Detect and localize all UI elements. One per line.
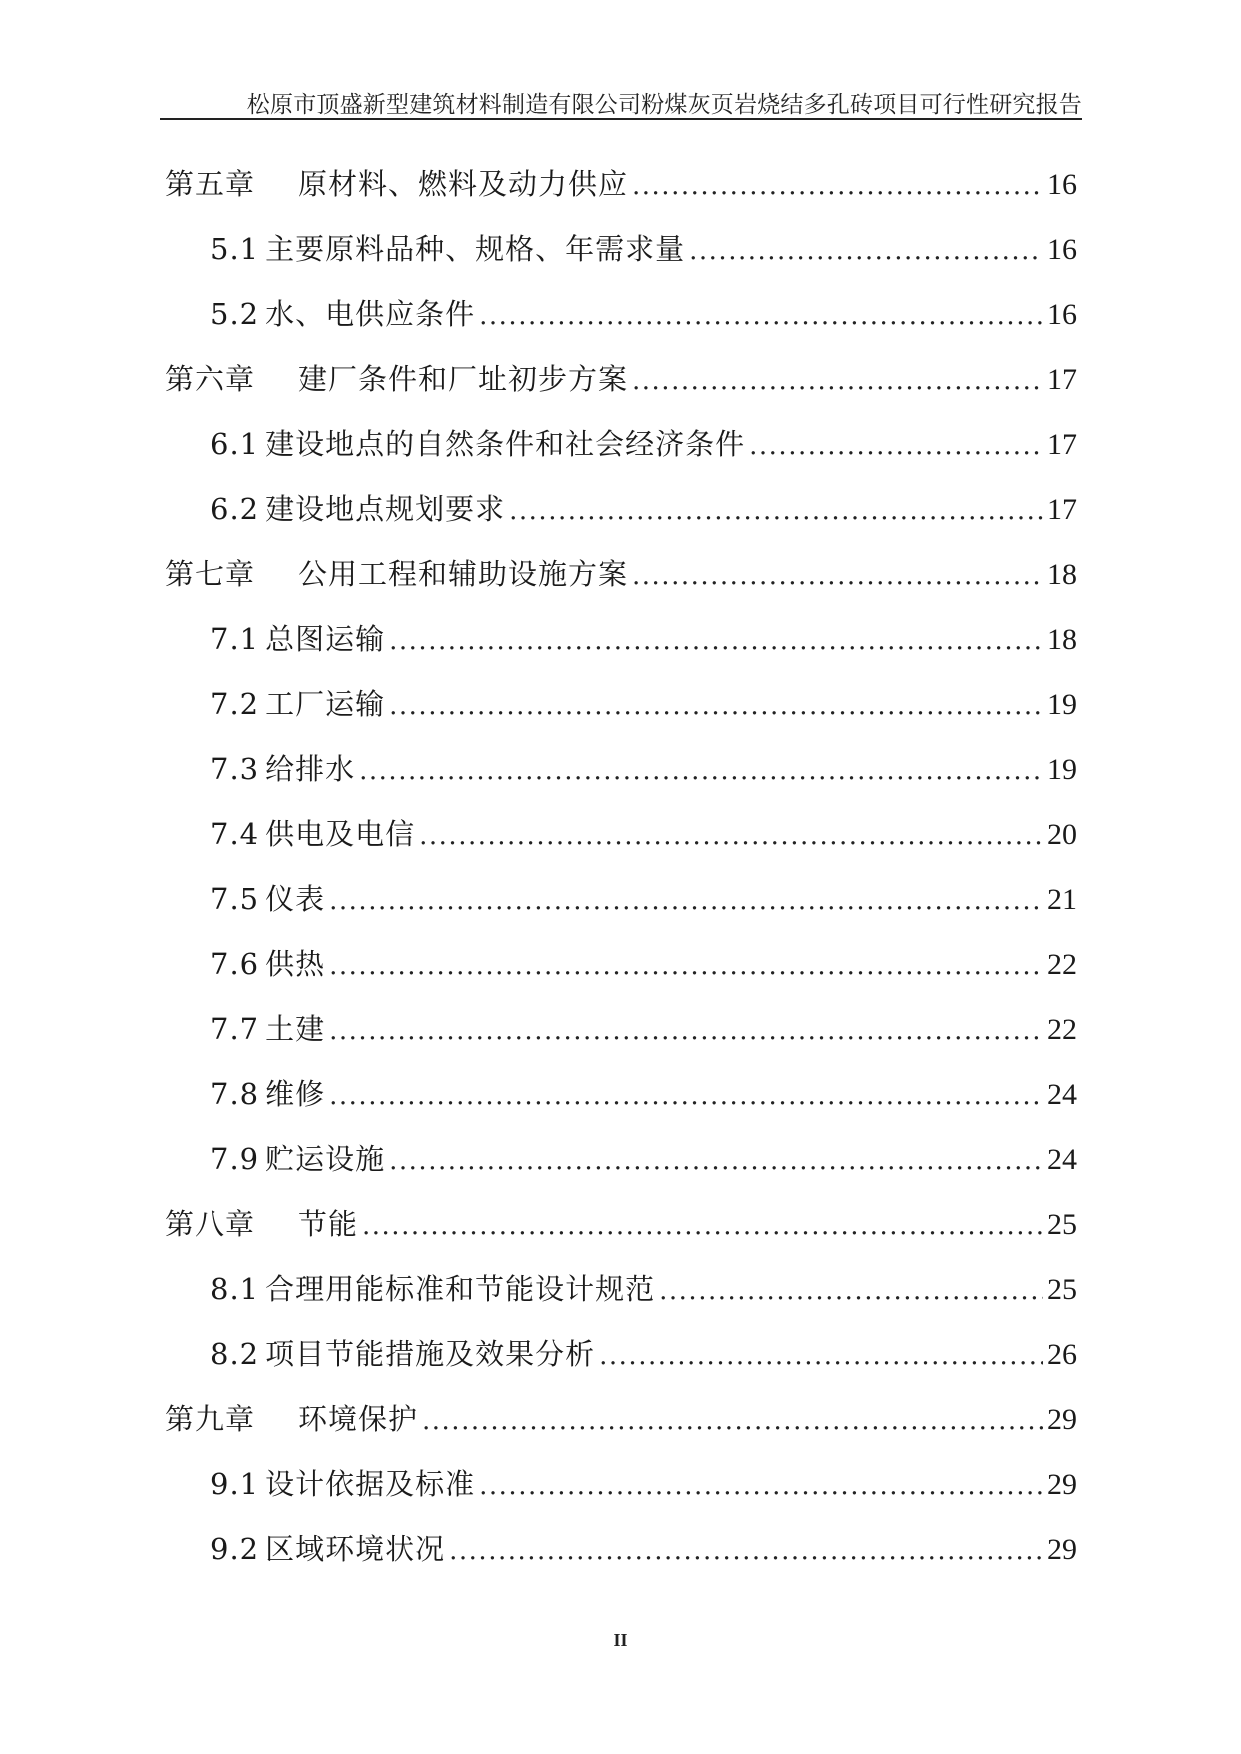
toc-page: 17 [1047,493,1077,526]
toc-entry-section [210,617,1077,661]
toc-page: 16 [1047,233,1077,266]
toc-page: 25 [1047,1208,1077,1241]
running-header: 松原市顶盛新型建筑材料制造有限公司粉煤灰页岩烧结多孔砖项目可行性研究报告 [246,92,1082,118]
toc-number: 第五章 [165,167,256,201]
toc-dot-leader [329,1009,1043,1053]
toc-page: 18 [1047,623,1077,656]
page-number: II [613,1630,628,1650]
toc-number: 6.2 [210,492,260,526]
toc-dot-leader [479,294,1043,338]
toc-entry-section [210,812,1077,856]
toc-dot-leader [632,359,1043,403]
toc-entry-section [210,1332,1077,1376]
toc-title: 给排水 [265,752,356,786]
toc-number: 7.5 [210,882,260,916]
toc-entry-section [210,1267,1077,1311]
toc-page: 17 [1047,428,1077,461]
toc-title: 建设地点的自然条件和社会经济条件 [265,427,746,461]
toc-page: 29 [1047,1533,1077,1566]
toc-number: 第九章 [165,1402,256,1436]
toc-dot-leader [389,684,1043,728]
toc-entry-section [210,292,1077,336]
toc-title: 供热 [265,947,326,981]
toc-entry-section [210,877,1077,921]
toc-page: 16 [1047,168,1077,201]
toc-number: 5.1 [210,232,260,266]
toc-title: 节能 [298,1207,359,1241]
toc-dot-leader [599,1334,1043,1378]
toc-entry-section [210,227,1077,271]
toc-entry-chapter [165,162,1077,206]
toc-title: 设计依据及标准 [265,1467,476,1501]
toc-dot-leader [449,1529,1043,1573]
toc-title: 原材料、燃料及动力供应 [298,167,629,201]
toc-dot-leader [329,1074,1043,1118]
toc-title: 贮运设施 [265,1142,386,1176]
toc-number: 6.1 [210,427,260,461]
toc-dot-leader [422,1399,1043,1443]
toc-dot-leader [659,1269,1043,1313]
toc-number: 7.7 [210,1012,260,1046]
toc-page: 25 [1047,1273,1077,1306]
toc-dot-leader [329,879,1043,923]
toc-title: 供电及电信 [265,817,416,851]
toc-page: 19 [1047,753,1077,786]
toc-number: 7.4 [210,817,260,851]
toc-entry-section [210,1462,1077,1506]
toc-title: 项目节能措施及效果分析 [265,1337,596,1371]
toc-entry-chapter [165,357,1077,401]
toc-entry-chapter [165,1397,1077,1441]
toc-dot-leader [509,489,1043,533]
toc-title: 区域环境状况 [265,1532,446,1566]
toc-entry-section [210,1007,1077,1051]
toc-dot-leader [632,554,1043,598]
toc-number: 7.9 [210,1142,260,1176]
toc-page: 21 [1047,883,1077,916]
toc-title: 总图运输 [265,622,386,656]
toc-page: 18 [1047,558,1077,591]
toc-dot-leader [359,749,1043,793]
toc-entry-section [210,1137,1077,1181]
toc-title: 建设地点规划要求 [265,492,506,526]
toc-title: 环境保护 [298,1402,419,1436]
toc-page: 26 [1047,1338,1077,1371]
toc-number: 7.8 [210,1077,260,1111]
toc-number: 7.2 [210,687,260,721]
toc-dot-leader [362,1204,1043,1248]
toc-number: 9.2 [210,1532,260,1566]
toc-page: 29 [1047,1468,1077,1501]
toc-entry-chapter [165,1202,1077,1246]
toc-page: 19 [1047,688,1077,721]
toc-dot-leader [632,164,1043,208]
toc-dot-leader [689,229,1043,273]
toc-page: 22 [1047,948,1077,981]
toc-title: 仪表 [265,882,326,916]
toc-number: 第六章 [165,362,256,396]
toc-title: 工厂运输 [265,687,386,721]
toc-dot-leader [419,814,1043,858]
toc-title: 水、电供应条件 [265,297,476,331]
toc-number: 8.2 [210,1337,260,1371]
header-rule [160,118,1082,120]
toc-dot-leader [329,944,1043,988]
toc-number: 第八章 [165,1207,256,1241]
toc-entry-section [210,682,1077,726]
toc-number: 9.1 [210,1467,260,1501]
toc-title: 合理用能标准和节能设计规范 [265,1272,656,1306]
toc-dot-leader [389,619,1043,663]
toc-number: 7.6 [210,947,260,981]
toc-number: 7.1 [210,622,260,656]
toc-page: 24 [1047,1078,1077,1111]
toc-entry-section [210,747,1077,791]
toc-entry-section [210,422,1077,466]
toc-page: 29 [1047,1403,1077,1436]
toc-page: 17 [1047,363,1077,396]
toc-page: 24 [1047,1143,1077,1176]
toc-entry-section [210,1527,1077,1571]
toc-title: 公用工程和辅助设施方案 [298,557,629,591]
toc-title: 主要原料品种、规格、年需求量 [265,232,686,266]
toc-number: 第七章 [165,557,256,591]
toc-page: 22 [1047,1013,1077,1046]
toc-number: 8.1 [210,1272,260,1306]
toc-entry-section [210,487,1077,531]
toc-page: 20 [1047,818,1077,851]
toc-dot-leader [389,1139,1043,1183]
toc-title: 土建 [265,1012,326,1046]
toc-entry-section [210,942,1077,986]
toc-page: 16 [1047,298,1077,331]
toc-number: 7.3 [210,752,260,786]
toc-dot-leader [749,424,1043,468]
toc-dot-leader [479,1464,1043,1508]
toc-title: 维修 [265,1077,326,1111]
toc-title: 建厂条件和厂址初步方案 [298,362,629,396]
toc-number: 5.2 [210,297,260,331]
toc-entry-section [210,1072,1077,1116]
toc-entry-chapter [165,552,1077,596]
